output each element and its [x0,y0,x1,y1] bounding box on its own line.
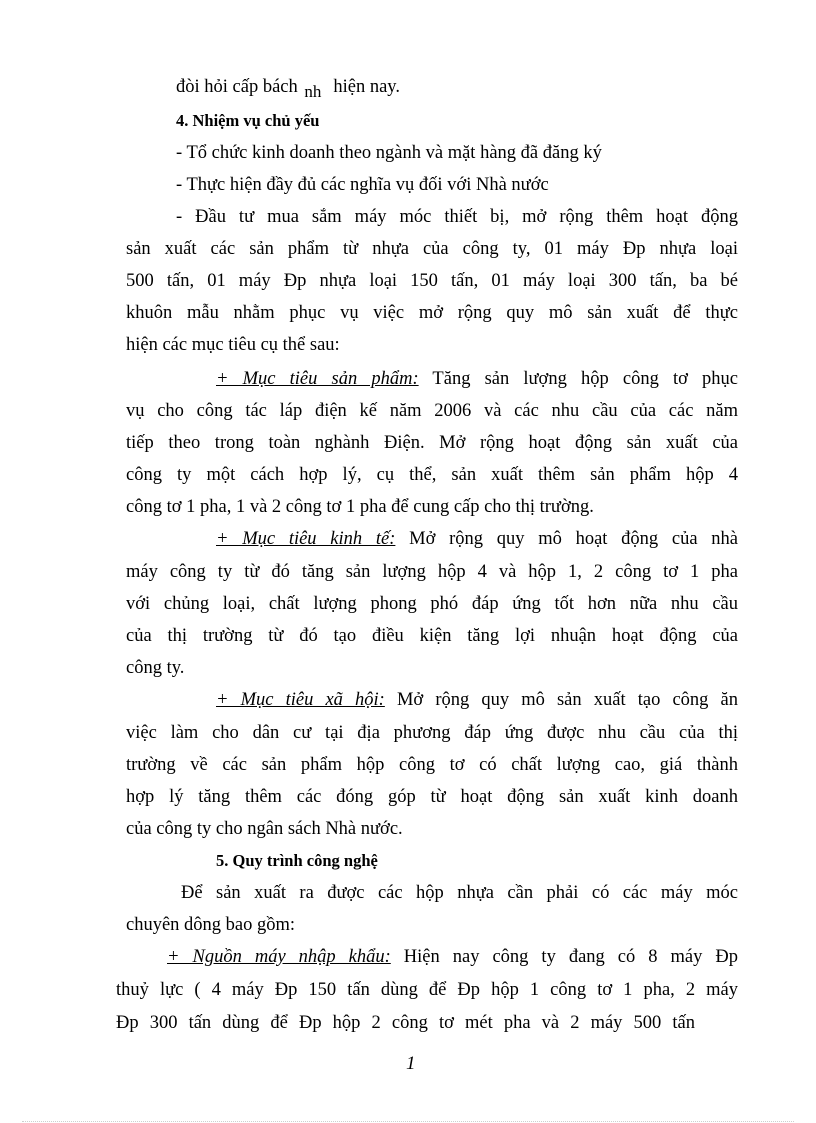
text-line: của thị trường từ đó tạo điều kiện tăng lợi nhuận hoạt động của [126,626,738,646]
text-line: máy công ty từ đó tăng sản lượng hộp 4 và hộp 1, 2 công tơ 1 pha [126,562,738,582]
text-line [176,76,400,101]
text-line: hợp lý tăng thêm các đóng góp từ hoạt động sản xuất kinh doanh [126,787,738,807]
section-heading-5: 5. Quy trình công nghệ [216,851,378,870]
text-span: Mở rộng quy mô hoạt động của nhà [395,529,738,549]
text-span: Hiện nay công ty đang có 8 máy Đp [390,947,738,967]
text-line: vụ cho công tác láp điện kế năm 2006 và các nhu cầu của các năm [126,401,738,421]
text-line: của công ty cho ngân sách Nhà nước. [126,819,403,839]
bullet-line: - Thực hiện đầy đủ các nghĩa vụ đối với Nhà nước [176,175,549,195]
text-line [216,528,738,550]
bullet-line: - Tổ chức kinh doanh theo ngành và mặt hàng đã đăng ký [176,143,602,163]
text-span: đòi hỏi cấp bách [176,77,298,97]
text-line: tiếp theo trong toàn nghành Điện. Mở rộng hoạt động sản xuất của [126,433,738,453]
text-line: công tơ 1 pha, 1 và 2 công tơ 1 pha để cung cấp cho thị trường. [126,497,594,517]
social-goal-label: + Mục tiêu xã hội: [216,690,385,710]
product-goal-label: + Mục tiêu sản phẩm: [216,369,419,389]
text-line: việc làm cho dân cư tại địa phương đáp ứng được nhu cầu của thị [126,723,738,743]
text-line: công ty. [126,658,185,678]
text-line: 500 tấn, 01 máy Đp nhựa loại 150 tấn, 01 máy loại 300 tấn, ba bé [126,271,738,291]
text-line: Đp 300 tấn dùng để Đp hộp 2 công tơ mét pha và 2 máy 500 tấn [116,1013,695,1033]
text-line: công ty một cách hợp lý, cụ thể, sản xuất thêm sản phẩm hộp 4 [126,465,738,485]
text-line: sản xuất các sản phẩm từ nhựa của công ty, 01 máy Đp nhựa loại [126,239,738,259]
text-line: hiện các mục tiêu cụ thể sau: [126,335,340,355]
text-line: với chủng loại, chất lượng phong phó đáp ứng tốt hơn nữa nhu cầu [126,594,738,614]
subscript-text: nh [304,82,322,101]
text-span: Tăng sản lượng hộp công tơ phục [418,369,738,389]
text-line: khuôn mẫu nhằm phục vụ việc mở rộng quy mô sản xuất để thực [126,303,738,323]
bullet-line: - Đầu tư mua sắm máy móc thiết bị, mở rộng thêm hoạt động [176,207,738,227]
page-number: 1 [406,1053,416,1074]
text-line: thuỷ lực ( 4 máy Đp 150 tấn dùng để Đp hộp 1 công tơ 1 pha, 2 máy [116,980,738,1000]
import-source-label: + Nguồn máy nhập khẩu: [167,947,391,967]
text-line: trường về các sản phẩm hộp công tơ có chất lượng cao, giá thành [126,755,738,775]
text-line: chuyên dông bao gồm: [126,915,296,935]
text-line [216,368,738,390]
text-line: Để sản xuất ra được các hộp nhựa cần phải có các máy móc [181,883,738,903]
page-bottom-divider [22,1121,794,1122]
section-heading-4: 4. Nhiệm vụ chủ yếu [176,111,320,130]
text-line [167,946,738,968]
text-line [216,689,738,711]
economic-goal-label: + Mục tiêu kinh tế: [216,529,396,549]
text-span: hiện nay. [333,77,400,97]
text-span: Mở rộng quy mô sản xuất tạo công ăn [384,690,738,710]
